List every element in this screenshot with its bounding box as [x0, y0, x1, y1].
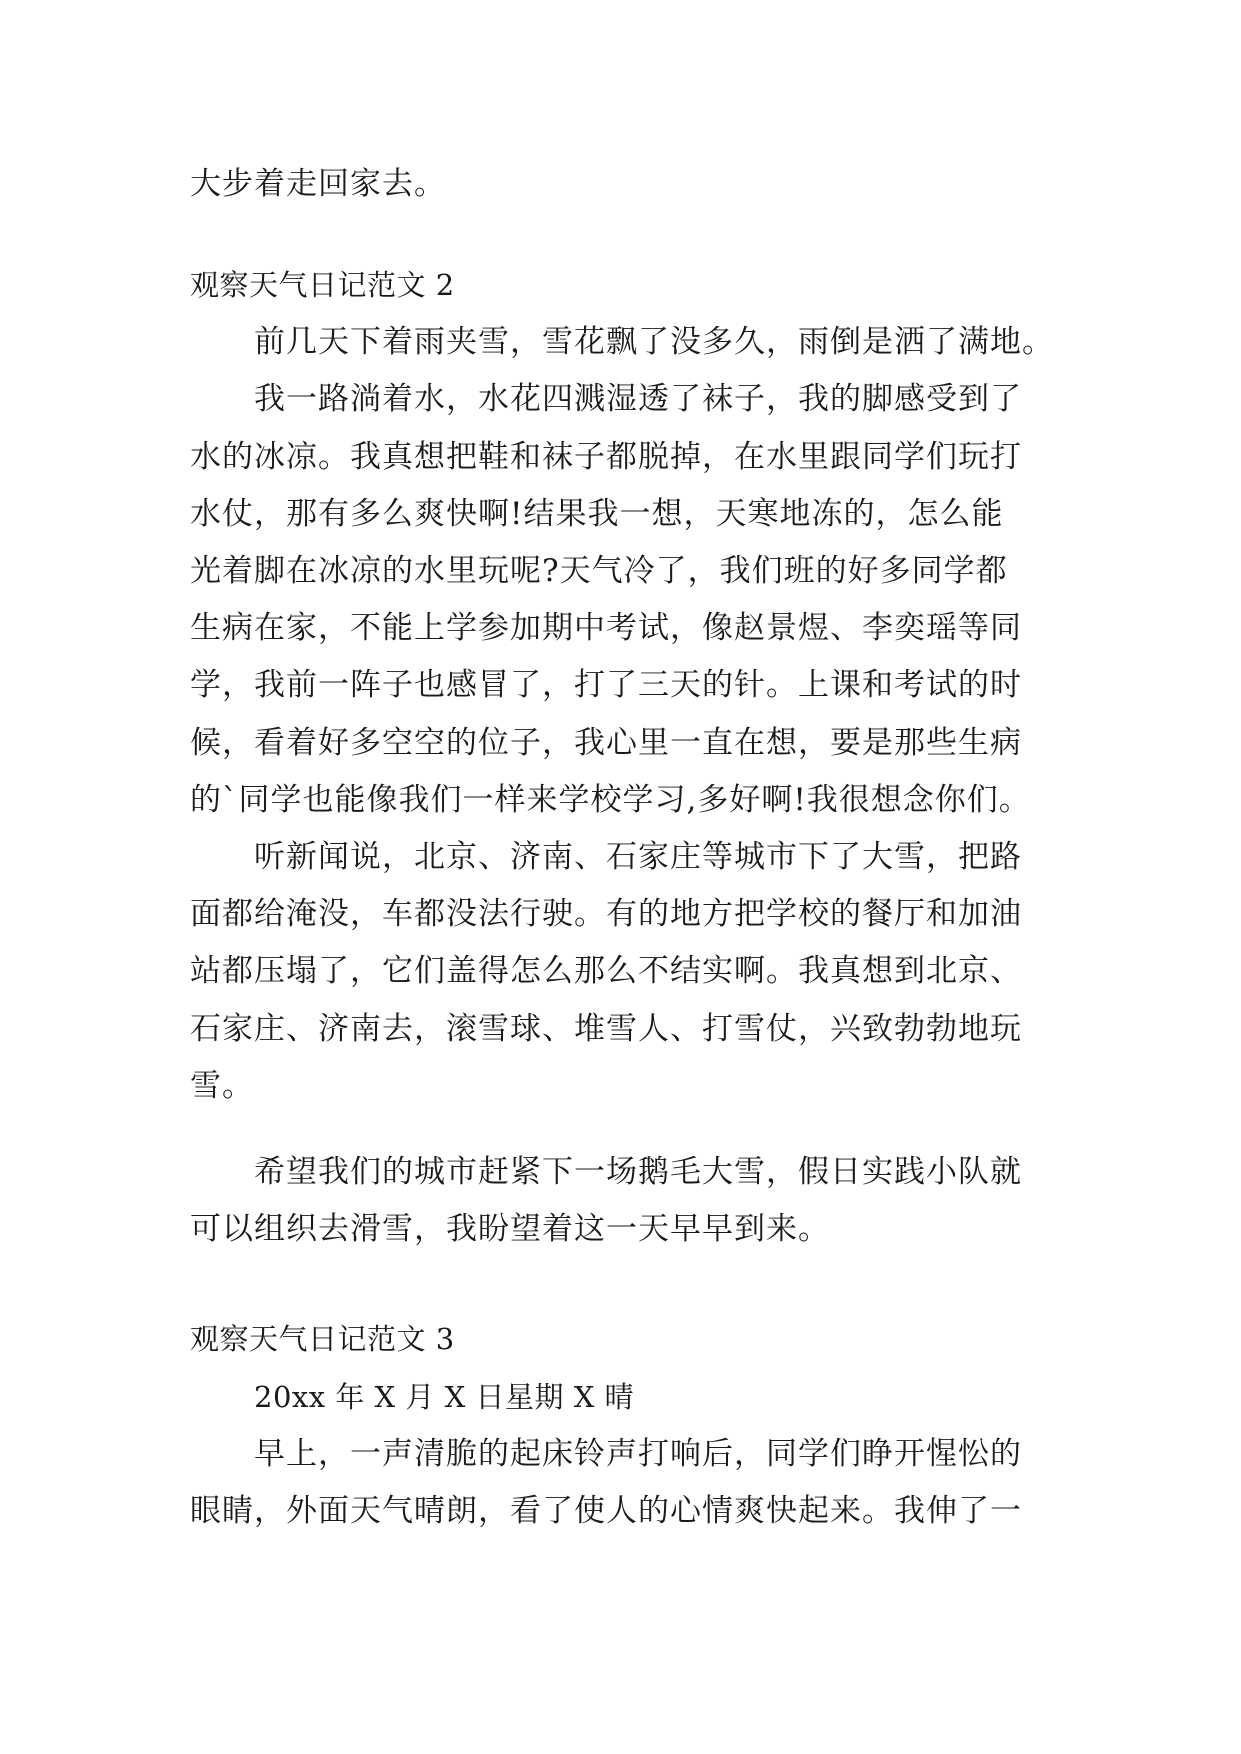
text-line: 面都给淹没，车都没法行驶。有的地方把学校的餐厅和加油	[190, 896, 1022, 932]
text-line: 生病在家，不能上学参加期中考试，像赵景煜、李奕瑶等同	[190, 610, 1022, 646]
text-line: 希望我们的城市赶紧下一场鹅毛大雪，假日实践小队就	[254, 1154, 1022, 1190]
text-line: 水仗，那有多么爽快啊!结果我一想，天寒地冻的，怎么能	[190, 496, 1004, 532]
text-line: 我一路淌着水，水花四溅湿透了袜子，我的脚感受到了	[254, 381, 1022, 417]
text-line: 学，我前一阵子也感冒了，打了三天的针。上课和考试的时	[190, 667, 1022, 703]
section-heading-3: 观察天气日记范文 3	[190, 1322, 455, 1356]
text-line: 早上，一声清脆的起床铃声打响后，同学们睁开惺忪的	[254, 1436, 1022, 1472]
section-heading-2: 观察天气日记范文 2	[190, 268, 455, 302]
text-line: 眼睛，外面天气晴朗，看了使人的心情爽快起来。我伸了一	[190, 1493, 1022, 1529]
text-line: 雪。	[190, 1068, 254, 1104]
text-line: 的`同学也能像我们一样来学校学习,多好啊!我很想念你们。	[190, 782, 1031, 818]
text-line: 水的冰凉。我真想把鞋和袜子都脱掉，在水里跟同学们玩打	[190, 439, 1022, 475]
text-line: 前几天下着雨夹雪，雪花飘了没多久，雨倒是洒了满地。	[254, 324, 1054, 360]
text-line: 站都压塌了，它们盖得怎么那么不结实啊。我真想到北京、	[190, 953, 1022, 989]
text-line: 候，看着好多空空的位子，我心里一直在想，要是那些生病	[190, 725, 1022, 761]
text-line: 光着脚在冰凉的水里玩呢?天气冷了，我们班的好多同学都	[190, 553, 1008, 589]
text-line: 听新闻说，北京、济南、石家庄等城市下了大雪，把路	[254, 839, 1022, 875]
text-line: 大步着走回家去。	[190, 166, 446, 202]
diary-date-line: 20xx 年 X 月 X 日星期 X 晴	[254, 1380, 635, 1414]
text-line: 可以组织去滑雪，我盼望着这一天早早到来。	[190, 1211, 830, 1247]
text-line: 石家庄、济南去，滚雪球、堆雪人、打雪仗，兴致勃勃地玩	[190, 1011, 1022, 1047]
